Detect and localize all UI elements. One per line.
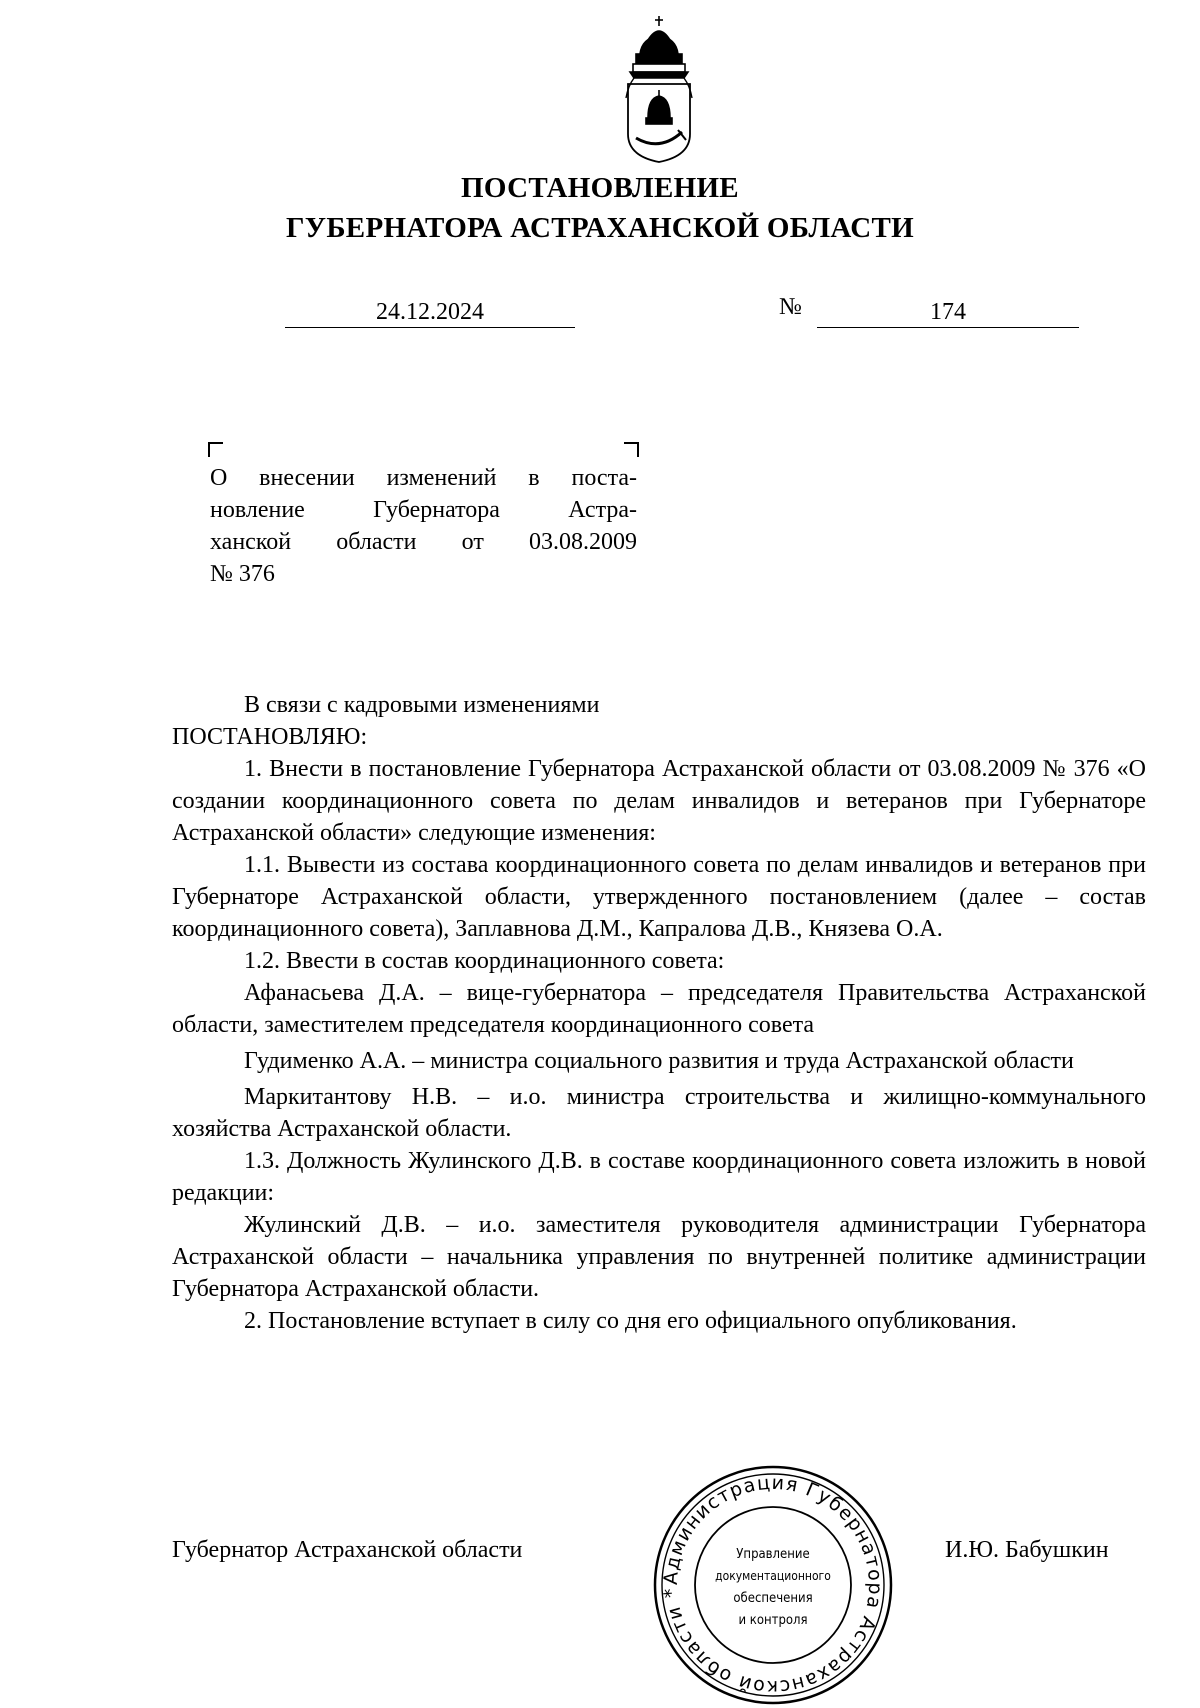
- signatory-position: Губернатор Астраханской области: [172, 1537, 523, 1563]
- document-subject: [210, 462, 637, 590]
- item-1-2: 1.2. Ввести в состав координационного совета:: [244, 948, 725, 974]
- coat-of-arms-icon: [620, 14, 698, 164]
- item-1-3: 1.3. Должность Жулинского Д.В. в составе координационного совета изложить в новой редакции:: [172, 1148, 1146, 1206]
- seal-center-line: Управление: [736, 1547, 810, 1562]
- document-title: ПОСТАНОВЛЕНИЕ: [461, 172, 739, 204]
- subject-line: новление Губернатора Астра-: [210, 497, 637, 523]
- subject-line: ханской области от 03.08.2009: [210, 529, 637, 555]
- signatory-name: И.Ю. Бабушкин: [945, 1537, 1109, 1563]
- member-paragraph: Жулинский Д.В. – и.о. заместителя руководителя администрации Губернатора Астраханской области – начальника управления по внутренней политике администрации Губернатора Астраханской области.: [172, 1212, 1146, 1302]
- seal-ring-text: Администрация Губернатора Астраханской области *: [659, 1471, 887, 1699]
- item-1-1: 1.1. Вывести из состава координационного совета по делам инвалидов и ветеранов при Губернаторе Астраханской области, утвержденного постановлением (далее – состав координационного совета), Заплавнова Д.М., Капралова Д.В., Князева О.А.: [172, 852, 1146, 942]
- item-2: 2. Постановление вступает в силу со дня его официального опубликования.: [244, 1308, 1017, 1334]
- seal-center-line: и контроля: [738, 1613, 808, 1628]
- subject-corner-left: [208, 442, 223, 457]
- seal-center-line: документационного: [715, 1569, 831, 1583]
- subject-line: О внесении изменений в поста-: [210, 465, 637, 491]
- document-date: 24.12.2024: [285, 297, 575, 328]
- document-issuer: ГУБЕРНАТОРА АСТРАХАНСКОЙ ОБЛАСТИ: [286, 212, 914, 244]
- document-number: 174: [817, 297, 1079, 328]
- decree-word: ПОСТАНОВЛЯЮ:: [172, 724, 368, 750]
- member-paragraph: Гудименко А.А. – министра социального развития и труда Астраханской области: [244, 1048, 1074, 1074]
- intro-paragraph: В связи с кадровыми изменениями: [244, 692, 600, 718]
- svg-text:Администрация Губернатора Астр: [660, 1472, 886, 1698]
- member-paragraph: Афанасьева Д.А. – вице-губернатора – председателя Правительства Астраханской области, заместителем председателя координационного совета: [172, 980, 1146, 1038]
- document-body: [172, 689, 1146, 1337]
- number-label: №: [779, 294, 802, 320]
- official-seal: [650, 1462, 896, 1708]
- item-1: 1. Внести в постановление Губернатора Астраханской области от 03.08.2009 № 376 «О создании координационного совета по делам инвалидов и ветеранов при Губернаторе Астраханской области» следующие изменения:: [172, 756, 1146, 846]
- member-paragraph: Маркитантову Н.В. – и.о. министра строительства и жилищно-коммунального хозяйства Астраханской области.: [172, 1084, 1146, 1142]
- seal-center-line: обеспечения: [733, 1591, 813, 1606]
- subject-line: № 376: [210, 561, 275, 587]
- subject-corner-right: [624, 442, 639, 457]
